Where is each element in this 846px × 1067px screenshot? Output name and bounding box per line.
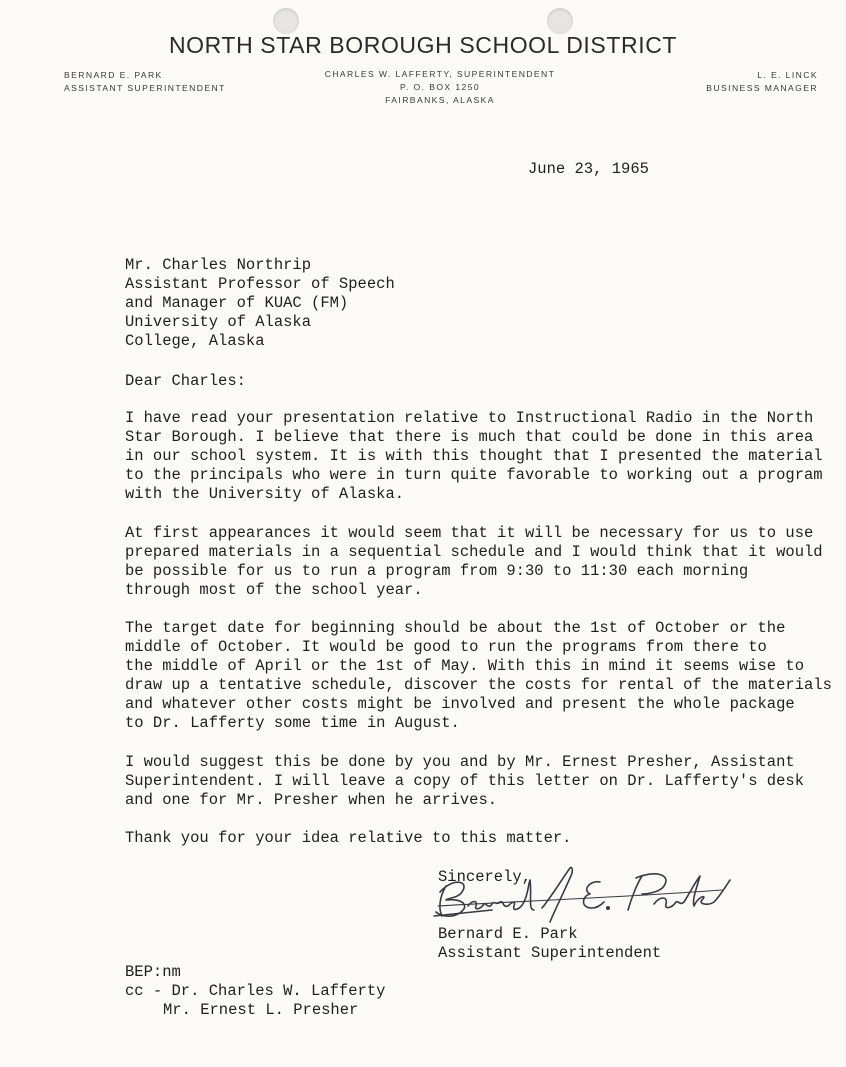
paragraph-line: to Dr. Lafferty some time in August. bbox=[125, 714, 460, 732]
cc-line: Mr. Ernest L. Presher bbox=[163, 1001, 359, 1019]
punch-hole-left bbox=[273, 8, 299, 34]
typist-initials: BEP:nm bbox=[125, 963, 181, 981]
closing: Sincerely, bbox=[438, 868, 532, 886]
letterhead-center bbox=[290, 68, 590, 107]
paragraph-line: Thank you for your idea relative to this matter. bbox=[125, 829, 572, 847]
recipient-line: College, Alaska bbox=[125, 332, 265, 350]
recipient-line: University of Alaska bbox=[125, 313, 312, 331]
letterhead-left-name: BERNARD E. PARK bbox=[64, 70, 163, 80]
paragraph-line: At first appearances it would seem that it will be necessary for us to use bbox=[125, 524, 814, 542]
paragraph-line: in our school system. It is with this thought that I presented the material bbox=[125, 447, 823, 465]
paragraph-line: through most of the school year. bbox=[125, 581, 423, 599]
paragraph-line: I have read your presentation relative to Instructional Radio in the North bbox=[125, 409, 814, 427]
letterhead-left-title: ASSISTANT SUPERINTENDENT bbox=[64, 83, 226, 93]
paragraph-line: I would suggest this be done by you and by Mr. Ernest Presher, Assistant bbox=[125, 753, 795, 771]
punch-hole-right bbox=[547, 8, 573, 34]
signer-title: Assistant Superintendent bbox=[438, 944, 662, 962]
recipient-line: Mr. Charles Northrip bbox=[125, 256, 312, 274]
handwritten-signature bbox=[432, 866, 732, 926]
paragraph-line: and whatever other costs might be involved and present the whole package bbox=[125, 695, 795, 713]
paragraph-line: to the principals who were in turn quite favorable to working out a program bbox=[125, 466, 823, 484]
letterhead-right bbox=[706, 69, 818, 95]
paragraph-line: the middle of April or the 1st of May. With this in mind it seems wise to bbox=[125, 657, 805, 675]
letterhead-left bbox=[64, 69, 226, 95]
letter-date: June 23, 1965 bbox=[528, 160, 649, 178]
paragraph-line: and one for Mr. Presher when he arrives. bbox=[125, 791, 498, 809]
letterhead-center-superintendent: CHARLES W. LAFFERTY, SUPERINTENDENT bbox=[324, 69, 556, 79]
paragraph-line: draw up a tentative schedule, discover the costs for rental of the materials bbox=[125, 676, 832, 694]
letterhead-title: NORTH STAR BOROUGH SCHOOL DISTRICT bbox=[168, 32, 678, 58]
signer-name: Bernard E. Park bbox=[438, 925, 578, 943]
paragraph-line: be possible for us to run a program from 9:30 to 11:30 each morning bbox=[125, 562, 749, 580]
paragraph-line: Superintendent. I will leave a copy of this letter on Dr. Lafferty's desk bbox=[125, 772, 805, 790]
paragraph-line: with the University of Alaska. bbox=[125, 485, 405, 503]
paragraph-line: Star Borough. I believe that there is much that could be done in this area bbox=[125, 428, 814, 446]
recipient-line: Assistant Professor of Speech bbox=[125, 275, 395, 293]
letterhead-center-city: FAIRBANKS, ALASKA bbox=[385, 95, 495, 105]
letterhead-right-name: L. E. LINCK bbox=[757, 70, 818, 80]
recipient-line: and Manager of KUAC (FM) bbox=[125, 294, 349, 312]
letterhead-center-pobox: P. O. BOX 1250 bbox=[399, 82, 481, 92]
salutation: Dear Charles: bbox=[125, 372, 246, 390]
paragraph-line: middle of October. It would be good to run the programs from there to bbox=[125, 638, 767, 656]
paragraph-line: The target date for beginning should be about the 1st of October or the bbox=[125, 619, 786, 637]
paragraph-line: prepared materials in a sequential schedule and I would think that it would bbox=[125, 543, 823, 561]
letterhead-right-title: BUSINESS MANAGER bbox=[706, 83, 818, 93]
cc-line: cc - Dr. Charles W. Lafferty bbox=[125, 982, 386, 1000]
